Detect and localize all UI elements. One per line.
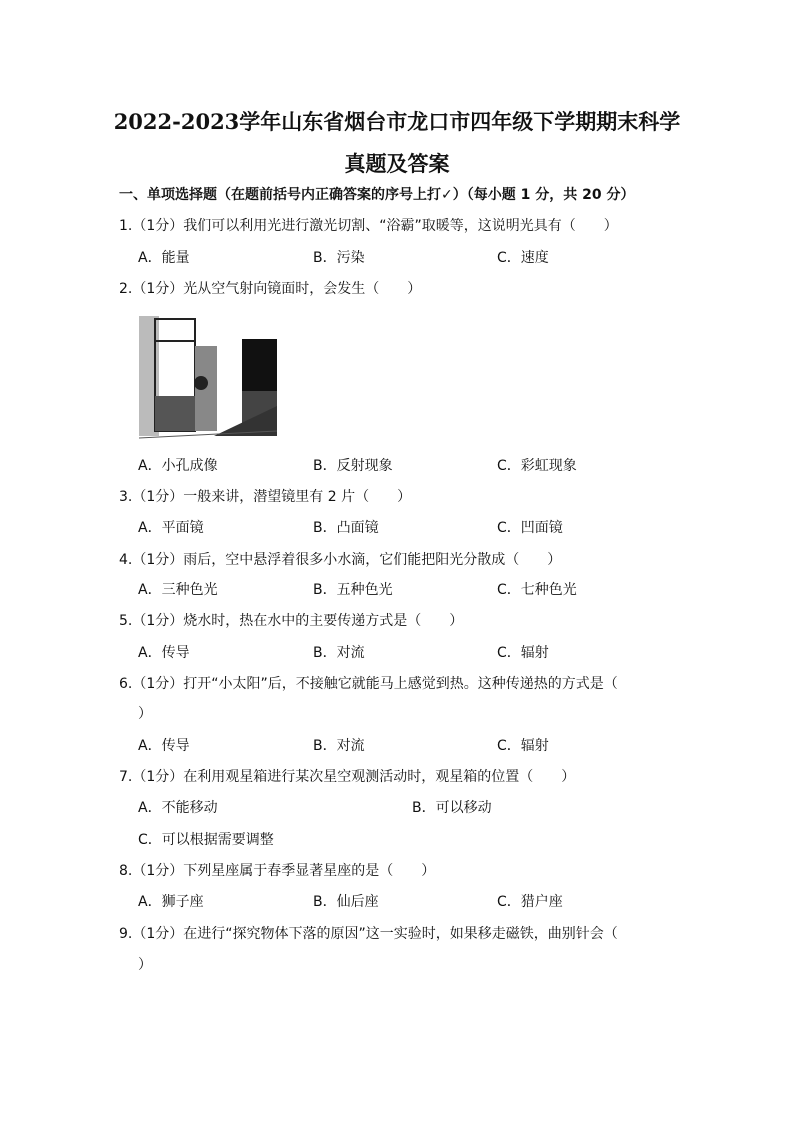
q1-option-c: C．速度 xyxy=(497,250,549,266)
q6-option-c: C．辐射 xyxy=(497,738,549,754)
question-6-continued: ） xyxy=(138,706,152,722)
q3-option-a: A．平面镜 xyxy=(138,520,204,536)
q4-option-a: A．三种色光 xyxy=(138,582,218,598)
question-3: 3.（1分）一般来讲，潜望镜里有 2 片（ ） xyxy=(119,489,412,505)
title-line-1: 2022-2023学年山东省烟台市龙口市四年级下学期期末科学 xyxy=(113,109,681,134)
question-4: 4.（1分）雨后，空中悬浮着很多小水滴，它们能把阳光分散成（ ） xyxy=(119,552,562,568)
q5-option-b: B．对流 xyxy=(313,645,365,661)
q1-option-b: B．污染 xyxy=(313,250,365,266)
question-6: 6.（1分）打开“小太阳”后，不接触它就能马上感觉到热。这种传递热的方式是（ xyxy=(119,676,618,692)
question-5: 5.（1分）烧水时，热在水中的主要传递方式是（ ） xyxy=(119,613,464,629)
window-mirror-illustration xyxy=(139,311,277,441)
q7-option-a: A．不能移动 xyxy=(138,800,218,816)
q3-option-b: B．凸面镜 xyxy=(313,520,379,536)
section-heading: 一、单项选择题（在题前括号内正确答案的序号上打✓）（每小题 1 分，共 20 分） xyxy=(119,187,635,203)
q2-option-b: B．反射现象 xyxy=(313,458,393,474)
q8-option-c: C．猎户座 xyxy=(497,894,563,910)
question-9-continued: ） xyxy=(138,957,152,973)
q5-option-a: A．传导 xyxy=(138,645,190,661)
q7-option-c: C．可以根据需要调整 xyxy=(138,832,274,848)
q8-option-a: A．狮子座 xyxy=(138,894,204,910)
title-line-2: 真题及答案 xyxy=(344,151,450,176)
q6-option-a: A．传导 xyxy=(138,738,190,754)
q7-option-b: B．可以移动 xyxy=(412,800,492,816)
q2-option-a: A．小孔成像 xyxy=(138,458,218,474)
question-7: 7.（1分）在利用观星箱进行某次星空观测活动时，观星箱的位置（ ） xyxy=(119,769,576,785)
q6-option-b: B．对流 xyxy=(313,738,365,754)
q4-option-b: B．五种色光 xyxy=(313,582,393,598)
q2-option-c: C．彩虹现象 xyxy=(497,458,577,474)
q8-option-b: B．仙后座 xyxy=(313,894,379,910)
question-9: 9.（1分）在进行“探究物体下落的原因”这一实验时，如果移走磁铁，曲别针会（ xyxy=(119,926,618,942)
q1-option-a: A．能量 xyxy=(138,250,190,266)
question-1: 1.（1分）我们可以利用光进行激光切割、“浴霸”取暖等，这说明光具有（ ） xyxy=(119,218,618,234)
question-8: 8.（1分）下列星座属于春季显著星座的是（ ） xyxy=(119,863,436,879)
q3-option-c: C．凹面镜 xyxy=(497,520,563,536)
q4-option-c: C．七种色光 xyxy=(497,582,577,598)
q5-option-c: C．辐射 xyxy=(497,645,549,661)
question-2: 2.（1分）光从空气射向镜面时，会发生（ ） xyxy=(119,281,422,297)
